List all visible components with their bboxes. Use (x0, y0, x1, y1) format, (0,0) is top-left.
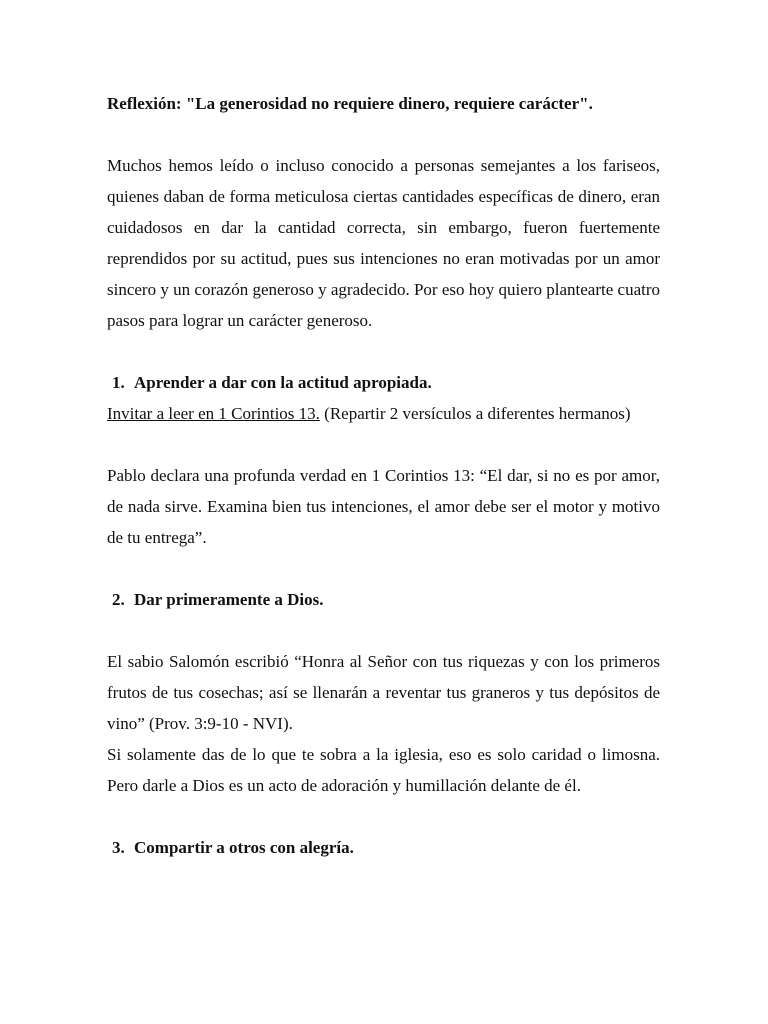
section-3-title: Compartir a otros con alegría. (134, 838, 354, 857)
section-2-title: Dar primeramente a Dios. (134, 590, 324, 609)
section-2-body: El sabio Salomón escribió “Honra al Señor con tus riquezas y con los primeros frutos de tus cosechas; así se llenarán a reventar tus graneros y tus depósitos de vino” (Prov. 3:9-10 - NVI). (107, 652, 660, 733)
reading-instruction-link[interactable]: Invitar a leer en 1 Corintios 13. (107, 404, 320, 423)
section-2-number: 2. (112, 590, 125, 609)
section-1-body: Pablo declara una profunda verdad en 1 Corintios 13: “El dar, si no es por amor, de nada sirve. Examina bien tus intenciones, el amor debe ser el motor y motivo de tu entrega”. (107, 466, 660, 547)
section-1-instruction (107, 398, 660, 429)
document-title: Reflexión: "La generosidad no requiere dinero, requiere carácter". (107, 94, 593, 113)
section-2-heading (107, 584, 660, 615)
spacer (107, 553, 660, 584)
spacer (107, 336, 660, 367)
spacer (107, 429, 660, 460)
section-3-heading (107, 832, 660, 863)
section-1-title: Aprender a dar con la actitud apropiada. (134, 373, 432, 392)
section-1-number: 1. (112, 373, 125, 392)
section-1-heading (107, 367, 660, 398)
section-2-body-continued: Si solamente das de lo que te sobra a la iglesia, eso es solo caridad o limosna. Pero darle a Dios es un acto de adoración y humillación delante de él. (107, 745, 660, 795)
section-3-number: 3. (112, 838, 125, 857)
spacer (107, 119, 660, 150)
reading-instruction-note: (Repartir 2 versículos a diferentes hermanos) (319, 404, 631, 423)
intro-paragraph: Muchos hemos leído o incluso conocido a personas semejantes a los fariseos, quienes daban de forma meticulosa ciertas cantidades específicas de dinero, eran cuidadosos en dar la cantidad correcta, sin embargo, fueron fuertemente reprendidos por su actitud, pues sus intenciones no eran motivadas por un amor sincero y un corazón generoso y agradecido. Por eso hoy quiero plantearte cuatro pasos para lograr un carácter generoso. (107, 156, 660, 330)
spacer (107, 801, 660, 832)
spacer (107, 615, 660, 646)
document-page (107, 88, 660, 863)
